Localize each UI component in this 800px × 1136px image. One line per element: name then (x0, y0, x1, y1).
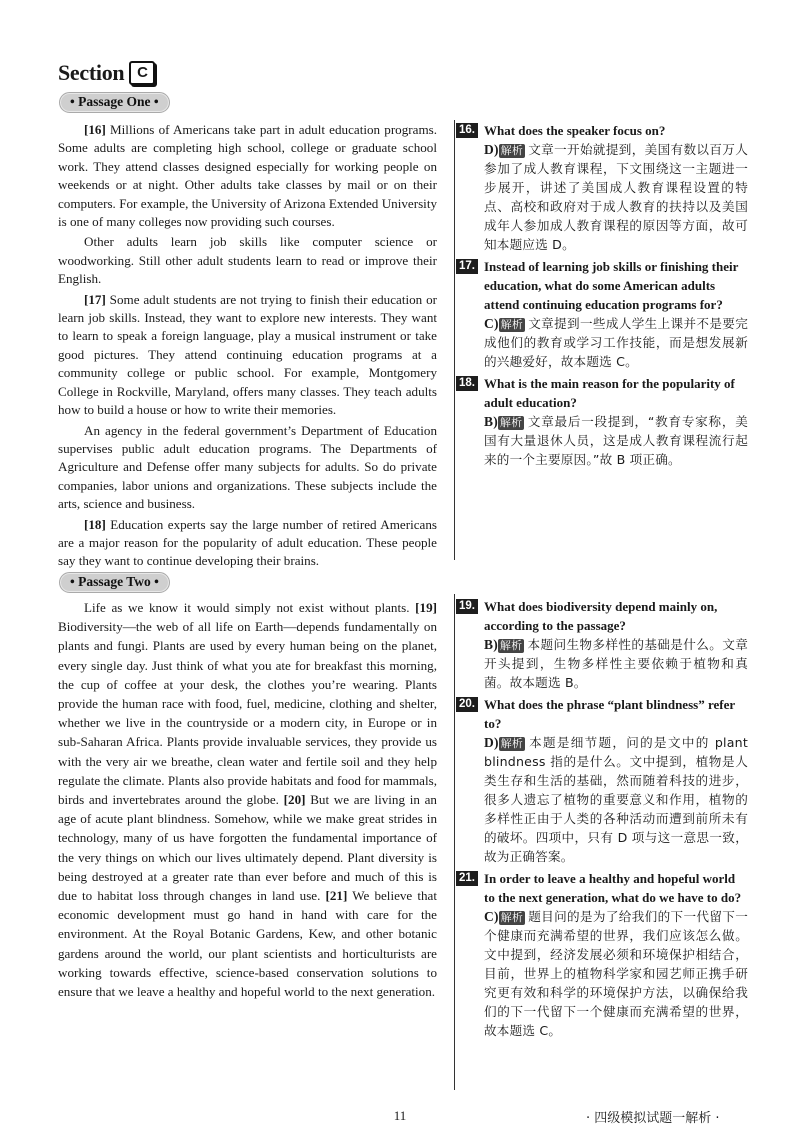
question-text: In order to leave a healthy and hopeful world to the next generation, what do we have to do? (484, 871, 742, 905)
question-17 (456, 257, 748, 314)
question-marker: [21] (325, 888, 348, 904)
answer-letter: B) (484, 637, 498, 652)
section-letter-badge: C (129, 61, 155, 85)
section-title: Section (58, 60, 125, 85)
running-title: · 四级模拟试题一解析 · (586, 1111, 720, 1126)
question-20 (456, 695, 748, 733)
question-number: 18. (456, 376, 478, 391)
question-16 (456, 121, 748, 140)
paragraph: Life as we know it would simply not exist without plants. [19] Biodiversity—the web of all life on Earth—depends fundamentally on plants and fungi. Plants are used by every human being on the planet, every single day. Just think of what you ate for breakfast this morning, the cup of coffee at your desk, the clothes you’re wearing. Plants provide the human race with food, fuel, medicine, clothing and shelter, whether we live in the countryside or a modern city, in Europe or in sub-Saharan Africa. Plants provide invaluable services, they provide us with the very air we breathe, clean water and fertile soil and they help regulate the climate. Plants also provide habitats and food for mammals, birds and invertebrates around the globe. [20] But we are living in an age of acute plant blindness. Somehow, while we make great strides in technology, many of us have forgotten the fundamental importance of the very things on which our lives ultimately depend. Plant diversity is being destroyed at a greater rate than ever before and much of this is due to habitat loss through changes in land use. [21] We believe that economic development must go hand in hand with care for the environment. At the Royal Botanic Gardens, Kew, and other botanic gardens around the world, our plant scientists and horticulturists are working towards effective, science-based conservation solutions to ensure that we leave a healthy and hopeful world to the next generation. (58, 600, 437, 1000)
answer-letter: B) (484, 414, 498, 429)
question-text: What does the phrase “plant blindness” refer to? (484, 697, 735, 731)
explanation: 文章提到一些成人学生上课并不是要完成他们的教育或学习工作技能，而是想发展新的兴趣爱好，故本题选 C。 (484, 316, 748, 369)
analysis-tag: 解析 (499, 639, 523, 652)
question-marker: [18] (84, 516, 106, 532)
analysis-tag: 解析 (500, 318, 524, 331)
answer-letter: C) (484, 909, 499, 924)
question-text: What does the speaker focus on? (484, 123, 666, 138)
question-marker: [19] (415, 600, 437, 615)
question-21 (456, 869, 748, 907)
answer-20 (456, 733, 748, 866)
paragraph: An agency in the federal government’s Department of Education supervises public adult education programs. The Departments of Agriculture and Defense offer many subjects for adults. So do private companies, labor unions and organizations. These subjects include the arts, science and business. (58, 422, 437, 512)
question-marker: [16] (84, 122, 106, 137)
column-divider (454, 594, 455, 1090)
explanation: 文章一开始就提到，美国有数以百万人参加了成人教育课程，下文围绕这一主题进一步展开，讲述了美国成人教育课程设置的特点、高校和政府对于成人教育的扶持以及美国成年人参加成人教育课程的原因等方面，故可知本题应选 D。 (484, 142, 748, 252)
analysis-tag: 解析 (500, 737, 524, 750)
section-heading (58, 60, 155, 86)
question-marker: [17] (84, 291, 106, 307)
question-number: 17. (456, 259, 478, 274)
question-text: Instead of learning job skills or finishing their education, what do some American adults attend continuing education programs for? (484, 259, 739, 312)
column-divider (454, 120, 455, 560)
passage-two-text (58, 598, 437, 1003)
explanation: 题目问的是为了给我们的下一代留下一个健康而充满希望的世界，我们应该怎么做。文中提到，经济发展必须和环境保护相结合，目前，世界上的植物科学家和园艺师正携手研究更有效和科学的环境保护方法，以确保给我们的下一代留下一个健康而充满希望的世界，故本题选 C。 (484, 909, 748, 1038)
question-19 (456, 597, 748, 635)
analysis-tag: 解析 (499, 416, 523, 429)
answer-letter: D) (484, 735, 499, 750)
analysis-tag: 解析 (500, 144, 524, 157)
paragraph: [17] Some adult students are not trying to finish their education or learn job skills. Instead, they want to explore new interests. They want to learn to speak a foreign language, play a musical instrument or take good pictures. They attend continuing education programs at a community college or public school. For example, Montgomery College in Rockville, Maryland, offers many classes. They teach adults how to build a house or how to write their memories. (58, 291, 437, 418)
paragraph: Other adults learn job skills like computer science or woodworking. Still other adult students learn to read or improve their English. (58, 234, 437, 287)
paragraph: [18] Education experts say the large number of retired Americans are a major reason for the popularity of adult education. These people say they want to continue developing their brains. (58, 516, 437, 569)
question-number: 21. (456, 871, 478, 886)
answer-19 (456, 635, 748, 692)
question-number: 20. (456, 697, 478, 712)
question-number: 19. (456, 599, 478, 614)
passage-one-answers (456, 121, 748, 472)
answer-letter: C) (484, 316, 499, 331)
passage-one-text (58, 121, 437, 573)
question-number: 16. (456, 123, 478, 138)
answer-18 (456, 412, 748, 469)
explanation: 本题问生物多样性的基础是什么。文章开头提到，生物多样性主要依赖于植物和真菌。故本题选 B。 (484, 637, 748, 690)
analysis-tag: 解析 (500, 911, 524, 924)
passage-one-label: • Passage One • (59, 92, 170, 113)
paragraph: [16] Millions of Americans take part in adult education programs. Some adults are completing high school, college or graduate school work. They attend classes designed especially for working people on weekends or at night. Other adults take classes by mail or on their computers. For example, the University of Arizona Extended University is one of many colleges now providing such courses. (58, 122, 437, 230)
question-marker: [20] (283, 792, 306, 808)
answer-21 (456, 907, 748, 1040)
explanation: 文章最后一段提到，“教育专家称，美国有大量退休人员，这是成人教育课程流行起来的一个主要原因。”故 B 项正确。 (484, 414, 748, 467)
explanation: 本题是细节题，问的是文中的 plant blindness 指的是什么。文中提到，植物是人类生存和生活的基础，然而随着科技的进步，很多人遗忘了植物的重要意义和作用，植物的多样性正由于人类的各种活动而遭到前所未有的破坏。四项中，只有 D 项与这一意思一致，故为正确答案。 (484, 735, 748, 864)
question-text: What does biodiversity depend mainly on, according to the passage? (484, 599, 718, 633)
answer-letter: D) (484, 142, 499, 157)
passage-two-answers (456, 597, 748, 1043)
question-text: What is the main reason for the popularity of adult education? (484, 376, 735, 410)
page-number: 11 (393, 1108, 407, 1123)
answer-16 (456, 140, 748, 254)
answer-17 (456, 314, 748, 371)
question-18 (456, 374, 748, 412)
passage-two-label: • Passage Two • (59, 572, 170, 593)
